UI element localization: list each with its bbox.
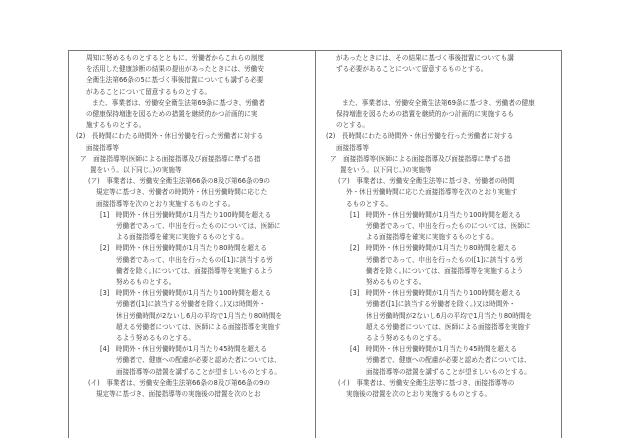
text-line: 休日労働時間が2ないし6月の平均で1月当たり80時間を (116, 311, 283, 320)
column-divider (315, 50, 316, 438)
left-column-old-text (76, 53, 306, 400)
text-line: 面接指導等の措置を講ずることが望ましいものとする。 (116, 367, 281, 376)
blank-line (326, 75, 554, 86)
text-line: 超える労働者については、医師による面接指導を実施す (366, 322, 531, 331)
text-line: 保持増進を図るための措置を継続的かつ計画的に実施するも (336, 109, 515, 118)
text-line: [3] 時間外・休日労働時間が1月当たり100時間を超える (100, 289, 272, 298)
text-line: [1] 時間外・休日労働時間が1月当たり100時間を超える (350, 210, 522, 219)
text-line: 外・休日労働時間に応じた面接指導等を次のとおり実施す (346, 188, 518, 197)
text-line: ア 面接指導等(医師による面接指導及び面接指導に準ずる措 (330, 154, 511, 163)
text-line: [4] 時間外・休日労働時間が1月当たり45時間を超える (350, 345, 517, 354)
text-line: 置をいう。以下同じ。)の実施等 (90, 166, 182, 175)
text-line: 休日労働時間が2ないし6月の平均で1月当たり80時間を (366, 311, 533, 320)
text-line: 労働者で、健康への配慮が必要と認めた者については、 (366, 356, 531, 365)
text-line: るよう努めるものとする。 (366, 334, 446, 343)
text-line: 施するものとする。 (86, 121, 146, 130)
text-line: [4] 時間外・休日労働時間が1月当たり45時間を超える (100, 345, 267, 354)
text-line: 規定等に基づき、労働者の時間外・休日労働時間に応じた (96, 188, 268, 197)
text-line: 実施後の措置を次のとおり実施するものとする。 (346, 390, 492, 399)
text-line: 労働者([1]に該当する労働者を除く。)又は時間外・ (116, 300, 266, 309)
text-line: 努めるものとする。 (366, 278, 426, 287)
text-line: 労働者([1]に該当する労働者を除く。)又は時間外・ (366, 300, 516, 309)
text-line: 労働者であって、申出を行ったもの([1]に該当する労 (366, 255, 523, 264)
text-line: 規定等に基づき、面接指導等の実施後の措置を次のとお (96, 390, 261, 399)
text-line: [3] 時間外・休日労働時間が1月当たり100時間を超える (350, 289, 522, 298)
text-line: ずる必要があることについて留意するものとする。 (336, 65, 488, 74)
text-line: よる面接指導を確実に実施するものとする。 (116, 233, 248, 242)
text-line: 面接指導等 (336, 143, 369, 152)
text-line: 労働者であって、申出を行ったものについては、医師に (366, 222, 531, 231)
text-line: 働者を除く。)については、面接指導等を実施するよう (116, 266, 274, 275)
text-line: の健康保持増進を図るための措置を継続的かつ計画的に実 (86, 110, 258, 119)
text-line: 労働者で、健康への配慮が必要と認めた者については、 (116, 356, 281, 365)
text-line: (イ) 事業者は、労働安全衛生法等に基づき、面接指導等の (338, 378, 515, 387)
text-line: 全衛生法第66条の5に基づく事後措置についても講ずる必要 (86, 76, 264, 85)
text-line: があったときには、その結果に基づく事後措置についても講 (336, 54, 514, 62)
right-column-new-text (326, 53, 554, 400)
text-line: 周知に努めるものとするとともに、労働者からこれらの制度 (86, 54, 265, 62)
text-line: 置をいう。以下同じ。)の実施等 (340, 166, 432, 174)
text-line: のとする。 (336, 121, 369, 130)
text-line: (イ) 事業者は、労働安全衛生法第66条の8及び第66条の9の (88, 378, 270, 387)
text-line: [2] 時間外・休日労働時間が1月当たり80時間を超える (100, 244, 267, 253)
text-line: 努めるものとする。 (116, 278, 176, 287)
text-line: よる面接指導を確実に実施するものとする。 (366, 233, 498, 242)
text-line: 面接指導等を次のとおり実施するものとする。 (96, 199, 235, 208)
text-line: (ア) 事業者は、労働安全衛生法第66条の8及び第66条の9の (88, 177, 270, 186)
text-line: また、事業者は、労働安全衛生法第69条に基づき、労働者の健康 (342, 98, 535, 107)
text-line: を活用した健康診断の結果の提出があったときには、労働安 (86, 65, 264, 74)
text-line: (2) 長時間にわたる時間外・休日労働を行った労働者に対する (76, 132, 264, 141)
text-line: 労働者であって、申出を行ったもの([1]に該当する労 (116, 255, 273, 264)
text-line: また、事業者は、労働安全衛生法第69条に基づき、労働者 (92, 98, 265, 107)
text-line: [2] 時間外・休日労働時間が1月当たり80時間を超える (350, 244, 517, 253)
text-line: 面接指導等 (86, 143, 119, 152)
text-line: るものとする。 (346, 199, 393, 208)
blank-line (326, 87, 554, 98)
text-line: 働者を除く。)については、面接指導等を実施するよう (366, 266, 524, 275)
text-line: 労働者であって、申出を行ったものについては、医師に (116, 222, 281, 231)
text-line: (ア) 事業者は、労働安全衛生法等に基づき、労働者の時間 (338, 177, 515, 186)
text-line: [1] 時間外・休日労働時間が1月当たり100時間を超える (100, 210, 272, 219)
text-line: 面接指導等の措置を講ずることが望ましいものとする。 (366, 367, 531, 376)
text-line: るよう努めるものとする。 (116, 334, 196, 343)
text-line: 超える労働者については、医師による面接指導を実施す (116, 322, 281, 331)
text-line: ア 面接指導等(医師による面接指導及び面接指導に準ずる措 (80, 154, 261, 163)
text-line: (2) 長時間にわたる時間外・休日労働を行った労働者に対する (326, 132, 514, 141)
text-line: があることについて留意するものとする。 (86, 87, 212, 96)
